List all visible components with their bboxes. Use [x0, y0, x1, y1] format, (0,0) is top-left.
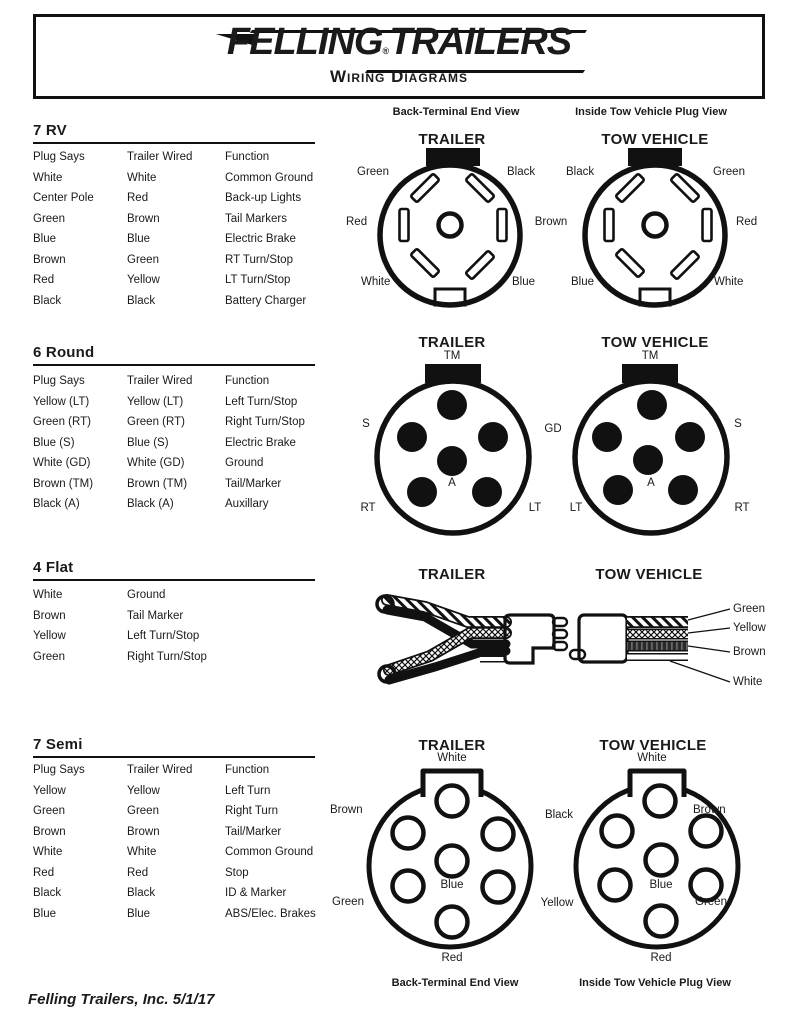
table-row [33, 453, 305, 474]
trailer-heading: TRAILER [418, 737, 486, 754]
pin [668, 475, 698, 505]
keyway-tab [426, 148, 480, 166]
cell-function: Back-up Lights [225, 192, 302, 204]
4flat-tow-harness [570, 609, 730, 682]
table-row [33, 842, 316, 863]
cell-wire-color: White [33, 589, 63, 601]
header-box [33, 14, 765, 99]
cell-function: Left Turn/Stop [127, 630, 200, 642]
cell-trailer-wired: Brown [127, 212, 160, 225]
wire-label: Brown [733, 646, 766, 658]
pin-label: TM [641, 350, 659, 362]
section-title-6round: 6 Round [33, 344, 315, 366]
6round-tow-connector [575, 364, 727, 533]
col-header-trailer-wired: Trailer Wired [127, 764, 193, 776]
flat-plug-body [579, 615, 627, 662]
leader-line [688, 628, 730, 633]
pin-label: Green [695, 896, 727, 908]
table-row [33, 209, 313, 230]
pin-label: RT [734, 502, 750, 514]
page-title: Wiring Diagrams [329, 67, 469, 86]
pin-label: Blue [649, 879, 673, 891]
caption-back-terminal-bottom: Back-Terminal End View [391, 977, 519, 989]
table-row [33, 433, 305, 454]
table-header-row [33, 760, 316, 781]
cell-plug-says: Brown [33, 253, 66, 266]
felling-trailers-logo [36, 21, 762, 64]
pin [691, 816, 722, 847]
table-4flat [33, 585, 225, 667]
cell-plug-says: Center Pole [33, 192, 94, 204]
wire-label: Red [346, 216, 368, 228]
trailer-heading: TRAILER [418, 334, 486, 351]
pin-label: GD [544, 423, 562, 435]
diagram-7rv [330, 128, 792, 320]
cell-trailer-wired: Blue [127, 233, 151, 245]
cell-trailer-wired: Brown (TM) [127, 477, 188, 490]
table-row [33, 863, 316, 884]
leader-line [688, 646, 730, 652]
pin-label: Brown [330, 804, 363, 816]
cell-function: Electric Brake [225, 233, 296, 245]
tow-vehicle-heading: TOW VEHICLE [601, 131, 709, 148]
cell-plug-says: Brown [33, 825, 66, 838]
tow-vehicle-heading: TOW VEHICLE [595, 566, 703, 583]
cell-function: RT Turn/Stop [225, 253, 293, 266]
table-row [33, 494, 305, 515]
pin [437, 907, 468, 938]
tow-vehicle-heading: TOW VEHICLE [599, 737, 707, 754]
cell-trailer-wired: Green [127, 805, 159, 817]
table-row [33, 229, 313, 250]
cell-wire-color: Yellow [33, 630, 66, 642]
table-row [33, 781, 316, 802]
wire-label: White [733, 676, 763, 688]
cell-function: Ground [225, 457, 264, 469]
section-title-7semi: 7 Semi [33, 736, 315, 758]
terminal-slot [671, 251, 700, 280]
table-row [33, 606, 225, 627]
diagram-7semi [330, 735, 792, 980]
cell-trailer-wired: Brown [127, 825, 160, 838]
wire-label: Red [736, 216, 758, 228]
table-row [33, 801, 316, 822]
pin-label: LT [528, 502, 542, 514]
wire-label: Blue [512, 276, 536, 288]
table-7rv [33, 147, 313, 311]
pin-label: A [647, 477, 655, 489]
cell-function: Right Turn [225, 805, 279, 817]
pin [472, 477, 502, 507]
wire-label: Black [507, 166, 536, 178]
section-title-4flat: 4 Flat [33, 559, 315, 581]
cell-plug-says: Black [33, 887, 62, 899]
cell-function: Left Turn [225, 784, 271, 797]
cell-trailer-wired: Green (RT) [127, 416, 185, 428]
wire-label: Brown [534, 216, 568, 228]
terminal-slot [498, 209, 507, 241]
pin-label: Red [650, 952, 672, 964]
wire-label: Blue [571, 276, 595, 288]
pin [393, 818, 424, 849]
cell-function: Tail/Marker [225, 825, 282, 838]
cell-trailer-wired: Yellow [127, 274, 160, 286]
pin [483, 872, 514, 903]
wire-label: Yellow [733, 622, 766, 634]
cell-trailer-wired: White (GD) [127, 457, 185, 469]
col-header-trailer-wired: Trailer Wired [127, 375, 193, 387]
cell-plug-says: Black (A) [33, 498, 80, 510]
cell-plug-says: White (GD) [33, 457, 91, 469]
cell-plug-says: Yellow (LT) [33, 395, 90, 408]
cell-trailer-wired: Yellow [127, 784, 160, 797]
table-header-row [33, 147, 313, 168]
pin-label: Yellow [540, 897, 574, 909]
col-header-plug-says: Plug Says [33, 151, 85, 163]
pin-label: White [637, 752, 667, 764]
cell-function: Common Ground [225, 171, 314, 184]
wire-label: Green [713, 166, 745, 178]
pin [603, 475, 633, 505]
cell-trailer-wired: Green [127, 253, 159, 266]
wire-label: White [714, 276, 744, 288]
cell-function: ABS/Elec. Brakes [225, 907, 316, 920]
6round-trailer-connector [377, 364, 529, 533]
cell-plug-says: Red [33, 866, 55, 879]
cell-trailer-wired: Blue [127, 907, 151, 920]
terminal-slot [411, 174, 440, 203]
keyway-tab [628, 148, 682, 166]
terminal-slot [400, 209, 409, 241]
cell-function: Tail Marker [127, 609, 184, 622]
cell-function: Right Turn/Stop [127, 650, 207, 663]
pin [397, 422, 427, 452]
pin [483, 819, 514, 850]
terminal-slot [605, 209, 614, 241]
cell-function: Battery Charger [225, 294, 307, 307]
cell-function: Ground [127, 589, 166, 601]
pin [675, 422, 705, 452]
cell-wire-color: Brown [33, 609, 66, 622]
section-title-7rv: 7 RV [33, 122, 315, 144]
col-header-plug-says: Plug Says [33, 375, 85, 387]
pin [592, 422, 622, 452]
diagram-6round [330, 333, 792, 541]
logo-word-trailers: TRAILERS [389, 21, 572, 63]
pin [633, 445, 663, 475]
table-row [33, 270, 313, 291]
7rv-tow-connector [585, 148, 725, 305]
cell-function: Auxillary [225, 498, 269, 510]
table-row [33, 168, 313, 189]
cell-function: Tail Markers [225, 212, 287, 225]
wire-label: Black [566, 166, 595, 178]
wire-label: Green [733, 603, 765, 615]
pin-label: LT [569, 502, 583, 514]
cell-trailer-wired: Red [127, 866, 149, 879]
diagram-6round-art [330, 333, 792, 541]
keyway-tab [622, 364, 678, 383]
pin [602, 816, 633, 847]
table-row [33, 412, 305, 433]
table-row [33, 626, 225, 647]
col-header-plug-says: Plug Says [33, 764, 85, 776]
terminal-slot [466, 251, 495, 280]
trailer-heading: TRAILER [418, 131, 486, 148]
pin-label: A [448, 477, 456, 489]
cell-plug-says: Green [33, 805, 65, 817]
cell-function: Right Turn/Stop [225, 416, 305, 428]
cell-plug-says: Blue [33, 907, 57, 920]
pin-label: Green [332, 896, 364, 908]
cell-plug-says: Green [33, 212, 65, 225]
table-header-row [33, 371, 305, 392]
leader-line [688, 609, 730, 620]
table-body [33, 781, 316, 925]
center-pole-terminal [439, 214, 462, 237]
caption-inside-tow-bottom: Inside Tow Vehicle Plug View [579, 977, 731, 989]
pin-label: White [437, 752, 467, 764]
table-row [33, 291, 313, 312]
col-header-function: Function [225, 375, 270, 387]
caption-back-terminal-top: Back-Terminal End View [392, 106, 520, 118]
pin [437, 846, 468, 877]
cell-plug-says: Yellow [33, 784, 66, 797]
pin-label: Red [441, 952, 463, 964]
terminal-slot [703, 209, 712, 241]
col-header-trailer-wired: Trailer Wired [127, 151, 193, 163]
table-row [33, 392, 305, 413]
cell-function: ID & Marker [225, 887, 287, 899]
terminal-slot [616, 174, 645, 203]
cell-function: Stop [225, 866, 249, 879]
caption-inside-tow-top: Inside Tow Vehicle Plug View [575, 106, 727, 118]
cell-trailer-wired: White [127, 846, 157, 858]
footer-company-date: Felling Trailers, Inc. 5/1/17 [28, 991, 215, 1008]
registered-mark: ® [382, 46, 390, 56]
pin-label: RT [360, 502, 376, 514]
terminal-slot [616, 249, 645, 278]
7rv-trailer-connector [380, 148, 520, 305]
cell-function: Electric Brake [225, 436, 296, 449]
cell-trailer-wired: White [127, 171, 157, 184]
pin-label: Blue [440, 879, 464, 891]
cell-function: Common Ground [225, 846, 314, 858]
cell-trailer-wired: Black (A) [127, 498, 174, 510]
cell-function: LT Turn/Stop [225, 274, 291, 286]
cell-trailer-wired: Black [127, 294, 156, 307]
table-7semi [33, 760, 316, 924]
cell-trailer-wired: Red [127, 192, 149, 204]
cell-plug-says: Blue [33, 233, 57, 245]
table-body [33, 392, 305, 515]
pin [393, 871, 424, 902]
cell-plug-says: Green (RT) [33, 416, 91, 428]
leader-line [670, 661, 730, 682]
pin-label: Black [544, 809, 574, 821]
7semi-trailer-connector [369, 771, 531, 947]
table-row [33, 250, 313, 271]
cell-function: Left Turn/Stop [225, 395, 298, 408]
logo-word-felling: FELLING [226, 21, 383, 63]
center-pole-terminal [644, 214, 667, 237]
table-body [33, 585, 225, 667]
pin [646, 906, 677, 937]
cell-plug-says: White [33, 846, 63, 858]
table-row [33, 474, 305, 495]
cell-function: Tail/Marker [225, 477, 282, 490]
table-row [33, 188, 313, 209]
pin [478, 422, 508, 452]
diagram-4flat [330, 560, 792, 710]
cell-plug-says: Red [33, 274, 55, 286]
cell-plug-says: Black [33, 294, 62, 307]
4flat-trailer-harness [377, 596, 567, 682]
terminal-slot [411, 249, 440, 278]
cell-trailer-wired: Yellow (LT) [127, 395, 184, 408]
pin-label: S [734, 418, 742, 430]
cell-plug-says: Blue (S) [33, 436, 75, 449]
wire-label: White [361, 276, 391, 288]
pin [600, 870, 631, 901]
pin [646, 845, 677, 876]
7semi-tow-connector [576, 771, 738, 947]
col-header-function: Function [225, 151, 270, 163]
table-row [33, 647, 225, 668]
diagram-7semi-art [330, 735, 792, 980]
cell-trailer-wired: Blue (S) [127, 436, 169, 449]
cell-wire-color: Green [33, 650, 65, 663]
flat-plug-body [505, 615, 554, 663]
cell-plug-says: White [33, 171, 63, 184]
trailer-heading: TRAILER [418, 566, 486, 583]
col-header-function: Function [225, 764, 270, 776]
pin-label: TM [443, 350, 461, 362]
tow-vehicle-heading: TOW VEHICLE [601, 334, 709, 351]
pin-label: S [362, 418, 370, 430]
wire-label: Green [357, 166, 389, 178]
pin [637, 390, 667, 420]
table-row [33, 904, 316, 925]
cell-plug-says: Brown (TM) [33, 477, 94, 490]
pin-label: Brown [693, 804, 726, 816]
table-row [33, 822, 316, 843]
keyway-tab [425, 364, 481, 383]
table-body [33, 168, 313, 312]
table-row [33, 585, 225, 606]
table-6round [33, 371, 305, 515]
pin [437, 446, 467, 476]
table-row [33, 883, 316, 904]
pin [437, 390, 467, 420]
cell-trailer-wired: Black [127, 887, 156, 899]
pin [407, 477, 437, 507]
